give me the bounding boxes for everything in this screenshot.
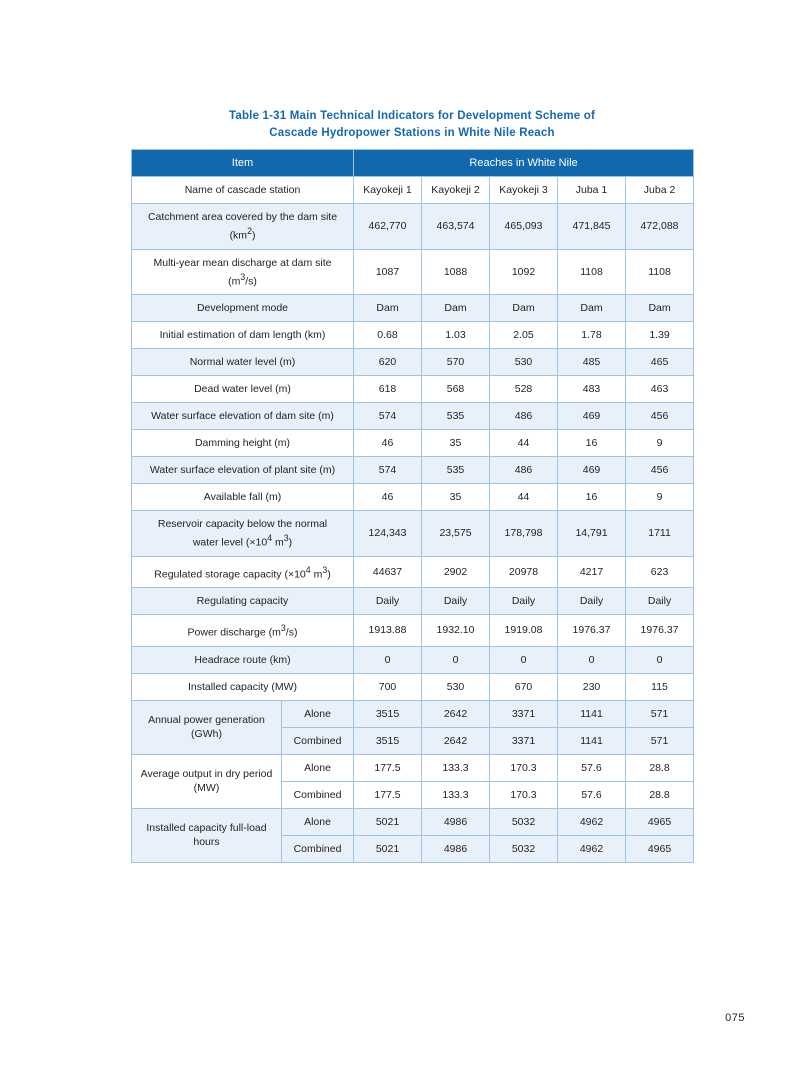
row-value: 44637: [354, 556, 422, 588]
row-value: 620: [354, 349, 422, 376]
row-sublabel: Alone: [282, 700, 354, 727]
row-value: Juba 2: [626, 177, 694, 204]
row-label: Development mode: [132, 295, 354, 322]
row-value: 0: [626, 646, 694, 673]
row-value: Daily: [626, 588, 694, 615]
row-value: 463,574: [422, 204, 490, 250]
row-value: 670: [490, 673, 558, 700]
row-value: 465,093: [490, 204, 558, 250]
row-label: Average output in dry period (MW): [132, 754, 282, 808]
row-value: 44: [490, 484, 558, 511]
row-value: 528: [490, 376, 558, 403]
row-value: 574: [354, 403, 422, 430]
table-row: [132, 457, 694, 484]
row-value: 0: [422, 646, 490, 673]
row-value: 3515: [354, 700, 422, 727]
row-value: 1108: [558, 249, 626, 295]
row-label: Damming height (m): [132, 430, 354, 457]
row-value: 1141: [558, 727, 626, 754]
row-value: 23,575: [422, 511, 490, 557]
row-value: 28.8: [626, 754, 694, 781]
table-row: [132, 673, 694, 700]
row-value: 4986: [422, 808, 490, 835]
row-value: 3515: [354, 727, 422, 754]
row-value: 4965: [626, 835, 694, 862]
row-value: 4217: [558, 556, 626, 588]
row-value: 5021: [354, 808, 422, 835]
row-label: Name of cascade station: [132, 177, 354, 204]
row-value: 14,791: [558, 511, 626, 557]
row-value: 1108: [626, 249, 694, 295]
row-sublabel: Alone: [282, 808, 354, 835]
row-value: 177.5: [354, 781, 422, 808]
row-value: 456: [626, 403, 694, 430]
row-value: 472,088: [626, 204, 694, 250]
table-row: [132, 376, 694, 403]
row-value: 0.68: [354, 322, 422, 349]
row-value: 535: [422, 457, 490, 484]
row-value: 469: [558, 403, 626, 430]
row-value: 35: [422, 430, 490, 457]
row-value: 4962: [558, 835, 626, 862]
table-row: [132, 588, 694, 615]
row-value: Daily: [354, 588, 422, 615]
row-value: 1976.37: [558, 615, 626, 647]
row-value: Daily: [558, 588, 626, 615]
table-row: [132, 295, 694, 322]
row-value: 530: [422, 673, 490, 700]
row-label: Power discharge $(m^3/s)$: [132, 615, 354, 647]
row-value: 535: [422, 403, 490, 430]
row-value: 574: [354, 457, 422, 484]
row-value: 115: [626, 673, 694, 700]
row-sublabel: Combined: [282, 835, 354, 862]
row-value: 483: [558, 376, 626, 403]
row-value: 170.3: [490, 754, 558, 781]
table-row: [132, 322, 694, 349]
row-value: 16: [558, 430, 626, 457]
table-row: [132, 403, 694, 430]
row-label: Reservoir capacity below the normal water level ($\times 10^4$ $m^3$): [132, 511, 354, 557]
table-row: [132, 204, 694, 250]
row-value: 2642: [422, 727, 490, 754]
row-value: 57.6: [558, 781, 626, 808]
table-caption-line-1: Table 1-31 Main Technical Indicators for Development Scheme of: [228, 110, 595, 122]
row-value: 623: [626, 556, 694, 588]
row-value: 700: [354, 673, 422, 700]
row-value: 1.03: [422, 322, 490, 349]
table-row: [132, 484, 694, 511]
row-value: 1913.88: [354, 615, 422, 647]
row-value: 230: [558, 673, 626, 700]
row-value: 5032: [490, 808, 558, 835]
row-value: 3371: [490, 727, 558, 754]
table-row: [132, 808, 694, 835]
row-value: 530: [490, 349, 558, 376]
row-value: 28.8: [626, 781, 694, 808]
row-value: 2902: [422, 556, 490, 588]
row-label: Water surface elevation of plant site (m): [132, 457, 354, 484]
row-value: 5021: [354, 835, 422, 862]
row-value: 170.3: [490, 781, 558, 808]
row-value: 35: [422, 484, 490, 511]
row-sublabel: Alone: [282, 754, 354, 781]
row-label: Water surface elevation of dam site (m): [132, 403, 354, 430]
row-value: 178,798: [490, 511, 558, 557]
row-value: 462,770: [354, 204, 422, 250]
row-value: 1088: [422, 249, 490, 295]
row-value: Daily: [490, 588, 558, 615]
row-value: 469: [558, 457, 626, 484]
row-label: Available fall (m): [132, 484, 354, 511]
row-value: 1711: [626, 511, 694, 557]
row-value: 3371: [490, 700, 558, 727]
row-value: Kayokeji 1: [354, 177, 422, 204]
table-row: [132, 754, 694, 781]
row-sublabel: Combined: [282, 727, 354, 754]
row-value: 1092: [490, 249, 558, 295]
row-value: 46: [354, 430, 422, 457]
table-row: [132, 615, 694, 647]
row-value: 456: [626, 457, 694, 484]
row-label: Regulated storage capacity ($\times 10^4$ $m^3$): [132, 556, 354, 588]
row-value: 1141: [558, 700, 626, 727]
row-value: 46: [354, 484, 422, 511]
row-value: Dam: [558, 295, 626, 322]
row-label: Installed capacity (MW): [132, 673, 354, 700]
row-sublabel: Combined: [282, 781, 354, 808]
row-value: 2642: [422, 700, 490, 727]
row-value: Dam: [490, 295, 558, 322]
row-value: 571: [626, 700, 694, 727]
row-label: Installed capacity full-load hours: [132, 808, 282, 862]
row-value: 1087: [354, 249, 422, 295]
table-caption-line-2: Cascade Hydropower Stations in White Nile Reach: [269, 127, 555, 139]
row-value: 463: [626, 376, 694, 403]
row-label: Multi-year mean discharge at dam site $(m^3/s)$: [132, 249, 354, 295]
row-value: 44: [490, 430, 558, 457]
row-value: 1932.10: [422, 615, 490, 647]
row-label: Annual power generation (GWh): [132, 700, 282, 754]
row-value: Kayokeji 3: [490, 177, 558, 204]
row-label: Regulating capacity: [132, 588, 354, 615]
table-row: [132, 646, 694, 673]
technical-indicators-table: [131, 149, 694, 863]
row-value: 9: [626, 430, 694, 457]
row-label: Headrace route (km): [132, 646, 354, 673]
table-row: [132, 177, 694, 204]
row-label: Normal water level (m): [132, 349, 354, 376]
row-value: 568: [422, 376, 490, 403]
row-value: 486: [490, 403, 558, 430]
row-value: 16: [558, 484, 626, 511]
row-value: 133.3: [422, 781, 490, 808]
row-value: 485: [558, 349, 626, 376]
row-value: 0: [558, 646, 626, 673]
row-label: Dead water level (m): [132, 376, 354, 403]
row-value: Dam: [626, 295, 694, 322]
row-value: 571: [626, 727, 694, 754]
row-value: 471,845: [558, 204, 626, 250]
row-value: 618: [354, 376, 422, 403]
row-value: 465: [626, 349, 694, 376]
table-row: [132, 511, 694, 557]
row-value: 5032: [490, 835, 558, 862]
row-value: 133.3: [422, 754, 490, 781]
row-value: 1976.37: [626, 615, 694, 647]
row-value: Daily: [422, 588, 490, 615]
row-value: 4986: [422, 835, 490, 862]
table-row: [132, 249, 694, 295]
row-value: 20978: [490, 556, 558, 588]
row-value: Kayokeji 2: [422, 177, 490, 204]
row-value: 0: [490, 646, 558, 673]
row-value: 177.5: [354, 754, 422, 781]
table-header-row: [132, 150, 694, 177]
row-value: 0: [354, 646, 422, 673]
row-value: 2.05: [490, 322, 558, 349]
row-value: 570: [422, 349, 490, 376]
row-value: 1.78: [558, 322, 626, 349]
row-value: 9: [626, 484, 694, 511]
row-value: 486: [490, 457, 558, 484]
row-value: 1.39: [626, 322, 694, 349]
row-label: Catchment area covered by the dam site $(km^2)$: [132, 204, 354, 250]
row-value: Dam: [422, 295, 490, 322]
row-label: Initial estimation of dam length (km): [132, 322, 354, 349]
row-value: Juba 1: [558, 177, 626, 204]
table-row: [132, 556, 694, 588]
row-value: 4962: [558, 808, 626, 835]
table-row: [132, 430, 694, 457]
row-value: 4965: [626, 808, 694, 835]
header-group-cell: Reaches in White Nile: [354, 150, 694, 177]
header-item-cell: Item: [132, 150, 354, 177]
table-row: [132, 349, 694, 376]
table-row: [132, 700, 694, 727]
row-value: 57.6: [558, 754, 626, 781]
table-caption: [131, 108, 693, 142]
row-value: 124,343: [354, 511, 422, 557]
row-value: Dam: [354, 295, 422, 322]
row-value: 1919.08: [490, 615, 558, 647]
page-number: 075: [725, 1012, 745, 1024]
